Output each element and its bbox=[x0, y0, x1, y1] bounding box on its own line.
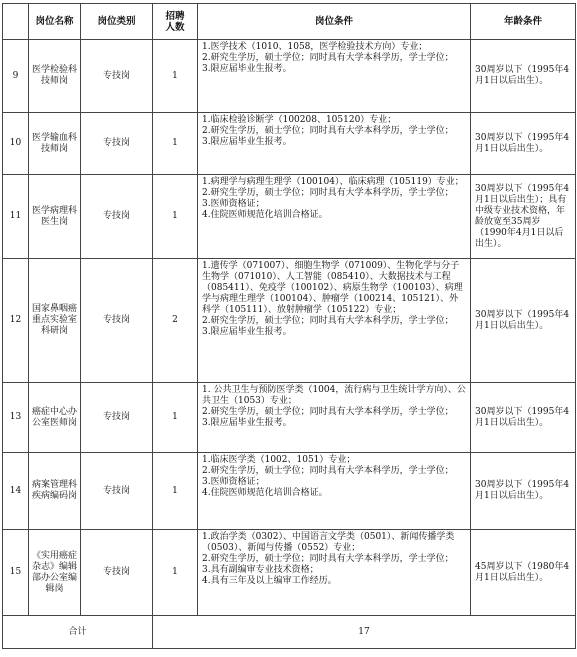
condition-line: 1. 公共卫生与预防医学类（1004，流行病与卫生统计学方向）、公共卫生（1053）专业； bbox=[202, 385, 466, 406]
condition-line: 3.具有副编审专业技术资格； bbox=[202, 565, 319, 575]
position-type: 专技岗 bbox=[81, 259, 153, 383]
condition-line: 3.限应届毕业生报考。 bbox=[202, 418, 292, 428]
condition-line: 1.遗传学（071007）、细胞生物学（071009）、生物化学与分子生物学（071010）、人工智能（085410）、大数据技术与工程（085411）、免疫学（100102）、病原生物学（100103）、病理学与病理生理学（100104）、肿瘤学（100214、105121）、外科学（105111）、放射肿瘤学（105122）专业； bbox=[202, 261, 463, 315]
position-conditions bbox=[198, 383, 471, 453]
headcount: 1 bbox=[153, 383, 198, 453]
condition-line: 2.研究生学历，硕士学位；同时具有大学本科学历，学士学位； bbox=[202, 316, 454, 326]
condition-line: 1.病理学与病理生理学（100104）、临床病理（105119）专业； bbox=[202, 177, 464, 187]
age-condition: 30周岁以下（1995年4月1日以后出生）。 bbox=[471, 453, 576, 530]
condition-line: 2.研究生学历，硕士学位；同时具有大学本科学历，学士学位； bbox=[202, 126, 454, 136]
condition-line: 3.医师资格证； bbox=[202, 199, 265, 209]
header-row bbox=[3, 4, 576, 40]
position-type: 专技岗 bbox=[81, 530, 153, 616]
table-row bbox=[3, 113, 576, 175]
row-number: 9 bbox=[3, 40, 29, 113]
position-conditions bbox=[198, 259, 471, 383]
position-conditions bbox=[198, 453, 471, 530]
position-conditions bbox=[198, 530, 471, 616]
condition-line: 4.住院医师规范化培训合格证。 bbox=[202, 488, 328, 498]
headcount: 2 bbox=[153, 259, 198, 383]
recruitment-table bbox=[2, 3, 576, 649]
age-condition: 30周岁以下（1995年4月1日以后出生）；具有中级专业技术资格，年龄放宽至35周岁（1990年4月1日以后出生）。 bbox=[471, 175, 576, 259]
header-position-name: 岗位名称 bbox=[29, 4, 81, 40]
position-type: 专技岗 bbox=[81, 40, 153, 113]
condition-line: 3.限应届毕业生报考。 bbox=[202, 64, 292, 74]
header-age: 年龄条件 bbox=[471, 4, 576, 40]
header-position-type: 岗位类别 bbox=[81, 4, 153, 40]
row-number: 15 bbox=[3, 530, 29, 616]
age-condition: 30周岁以下（1995年4月1日以后出生）。 bbox=[471, 40, 576, 113]
headcount: 1 bbox=[153, 530, 198, 616]
headcount: 1 bbox=[153, 40, 198, 113]
condition-line: 1.政治学类（0302）、中国语言文学类（0501）、新闻传播学类（0503）、新闻与传播（0552）专业； bbox=[202, 532, 455, 553]
position-conditions bbox=[198, 175, 471, 259]
condition-line: 1.临床医学类（1002、1051）专业； bbox=[202, 455, 356, 465]
table-row bbox=[3, 453, 576, 530]
table-row bbox=[3, 383, 576, 453]
table-row bbox=[3, 530, 576, 616]
headcount: 1 bbox=[153, 175, 198, 259]
row-number: 13 bbox=[3, 383, 29, 453]
row-number: 14 bbox=[3, 453, 29, 530]
table-row bbox=[3, 40, 576, 113]
position-conditions bbox=[198, 113, 471, 175]
table-row bbox=[3, 175, 576, 259]
position-type: 专技岗 bbox=[81, 113, 153, 175]
position-name: 《实用癌症杂志》编辑部办公室编辑岗 bbox=[29, 530, 81, 616]
position-name: 医学检验科技师岗 bbox=[29, 40, 81, 113]
position-conditions bbox=[198, 40, 471, 113]
total-label: 合计 bbox=[3, 616, 153, 649]
condition-line: 2.研究生学历，硕士学位；同时具有大学本科学历，学士学位； bbox=[202, 188, 454, 198]
condition-line: 3.限应届毕业生报考。 bbox=[202, 327, 292, 337]
header-headcount: 招聘 人数 bbox=[153, 4, 198, 40]
total-row bbox=[3, 616, 576, 649]
position-name: 病案管理科疾病编码岗 bbox=[29, 453, 81, 530]
age-condition: 45周岁以下（1980年4月1日以后出生）。 bbox=[471, 530, 576, 616]
condition-line: 3.限应届毕业生报考。 bbox=[202, 137, 292, 147]
condition-line: 2.研究生学历，硕士学位；同时具有大学本科学历，学士学位； bbox=[202, 466, 454, 476]
position-name: 医学输血科技师岗 bbox=[29, 113, 81, 175]
condition-line: 1.临床检验诊断学（100208、105120）专业； bbox=[202, 115, 397, 125]
position-type: 专技岗 bbox=[81, 453, 153, 530]
age-condition: 30周岁以下（1995年4月1日以后出生）。 bbox=[471, 259, 576, 383]
position-type: 专技岗 bbox=[81, 175, 153, 259]
condition-line: 2.研究生学历，硕士学位；同时具有大学本科学历，学士学位； bbox=[202, 53, 454, 63]
condition-line: 1.医学技术（1010、1058，医学检验技术方向）专业； bbox=[202, 42, 428, 52]
header-no bbox=[3, 4, 29, 40]
condition-line: 2.研究生学历，硕士学位；同时具有大学本科学历，学士学位； bbox=[202, 554, 454, 564]
headcount: 1 bbox=[153, 113, 198, 175]
condition-line: 4.住院医师规范化培训合格证。 bbox=[202, 210, 328, 220]
condition-line: 4.具有三年及以上编审工作经历。 bbox=[202, 576, 337, 586]
total-value: 17 bbox=[153, 616, 576, 649]
condition-line: 3.医师资格证； bbox=[202, 477, 265, 487]
table-row bbox=[3, 259, 576, 383]
age-condition: 30周岁以下（1995年4月1日以后出生）。 bbox=[471, 113, 576, 175]
headcount: 1 bbox=[153, 453, 198, 530]
row-number: 11 bbox=[3, 175, 29, 259]
position-name: 癌症中心办公室医师岗 bbox=[29, 383, 81, 453]
age-condition: 30周岁以下（1995年4月1日以后出生）。 bbox=[471, 383, 576, 453]
row-number: 10 bbox=[3, 113, 29, 175]
position-type: 专技岗 bbox=[81, 383, 153, 453]
row-number: 12 bbox=[3, 259, 29, 383]
header-conditions: 岗位条件 bbox=[198, 4, 471, 40]
position-name: 医学病理科医生岗 bbox=[29, 175, 81, 259]
position-name: 国家鼻咽癌重点实验室科研岗 bbox=[29, 259, 81, 383]
condition-line: 2.研究生学历，硕士学位；同时具有大学本科学历，学士学位； bbox=[202, 407, 454, 417]
